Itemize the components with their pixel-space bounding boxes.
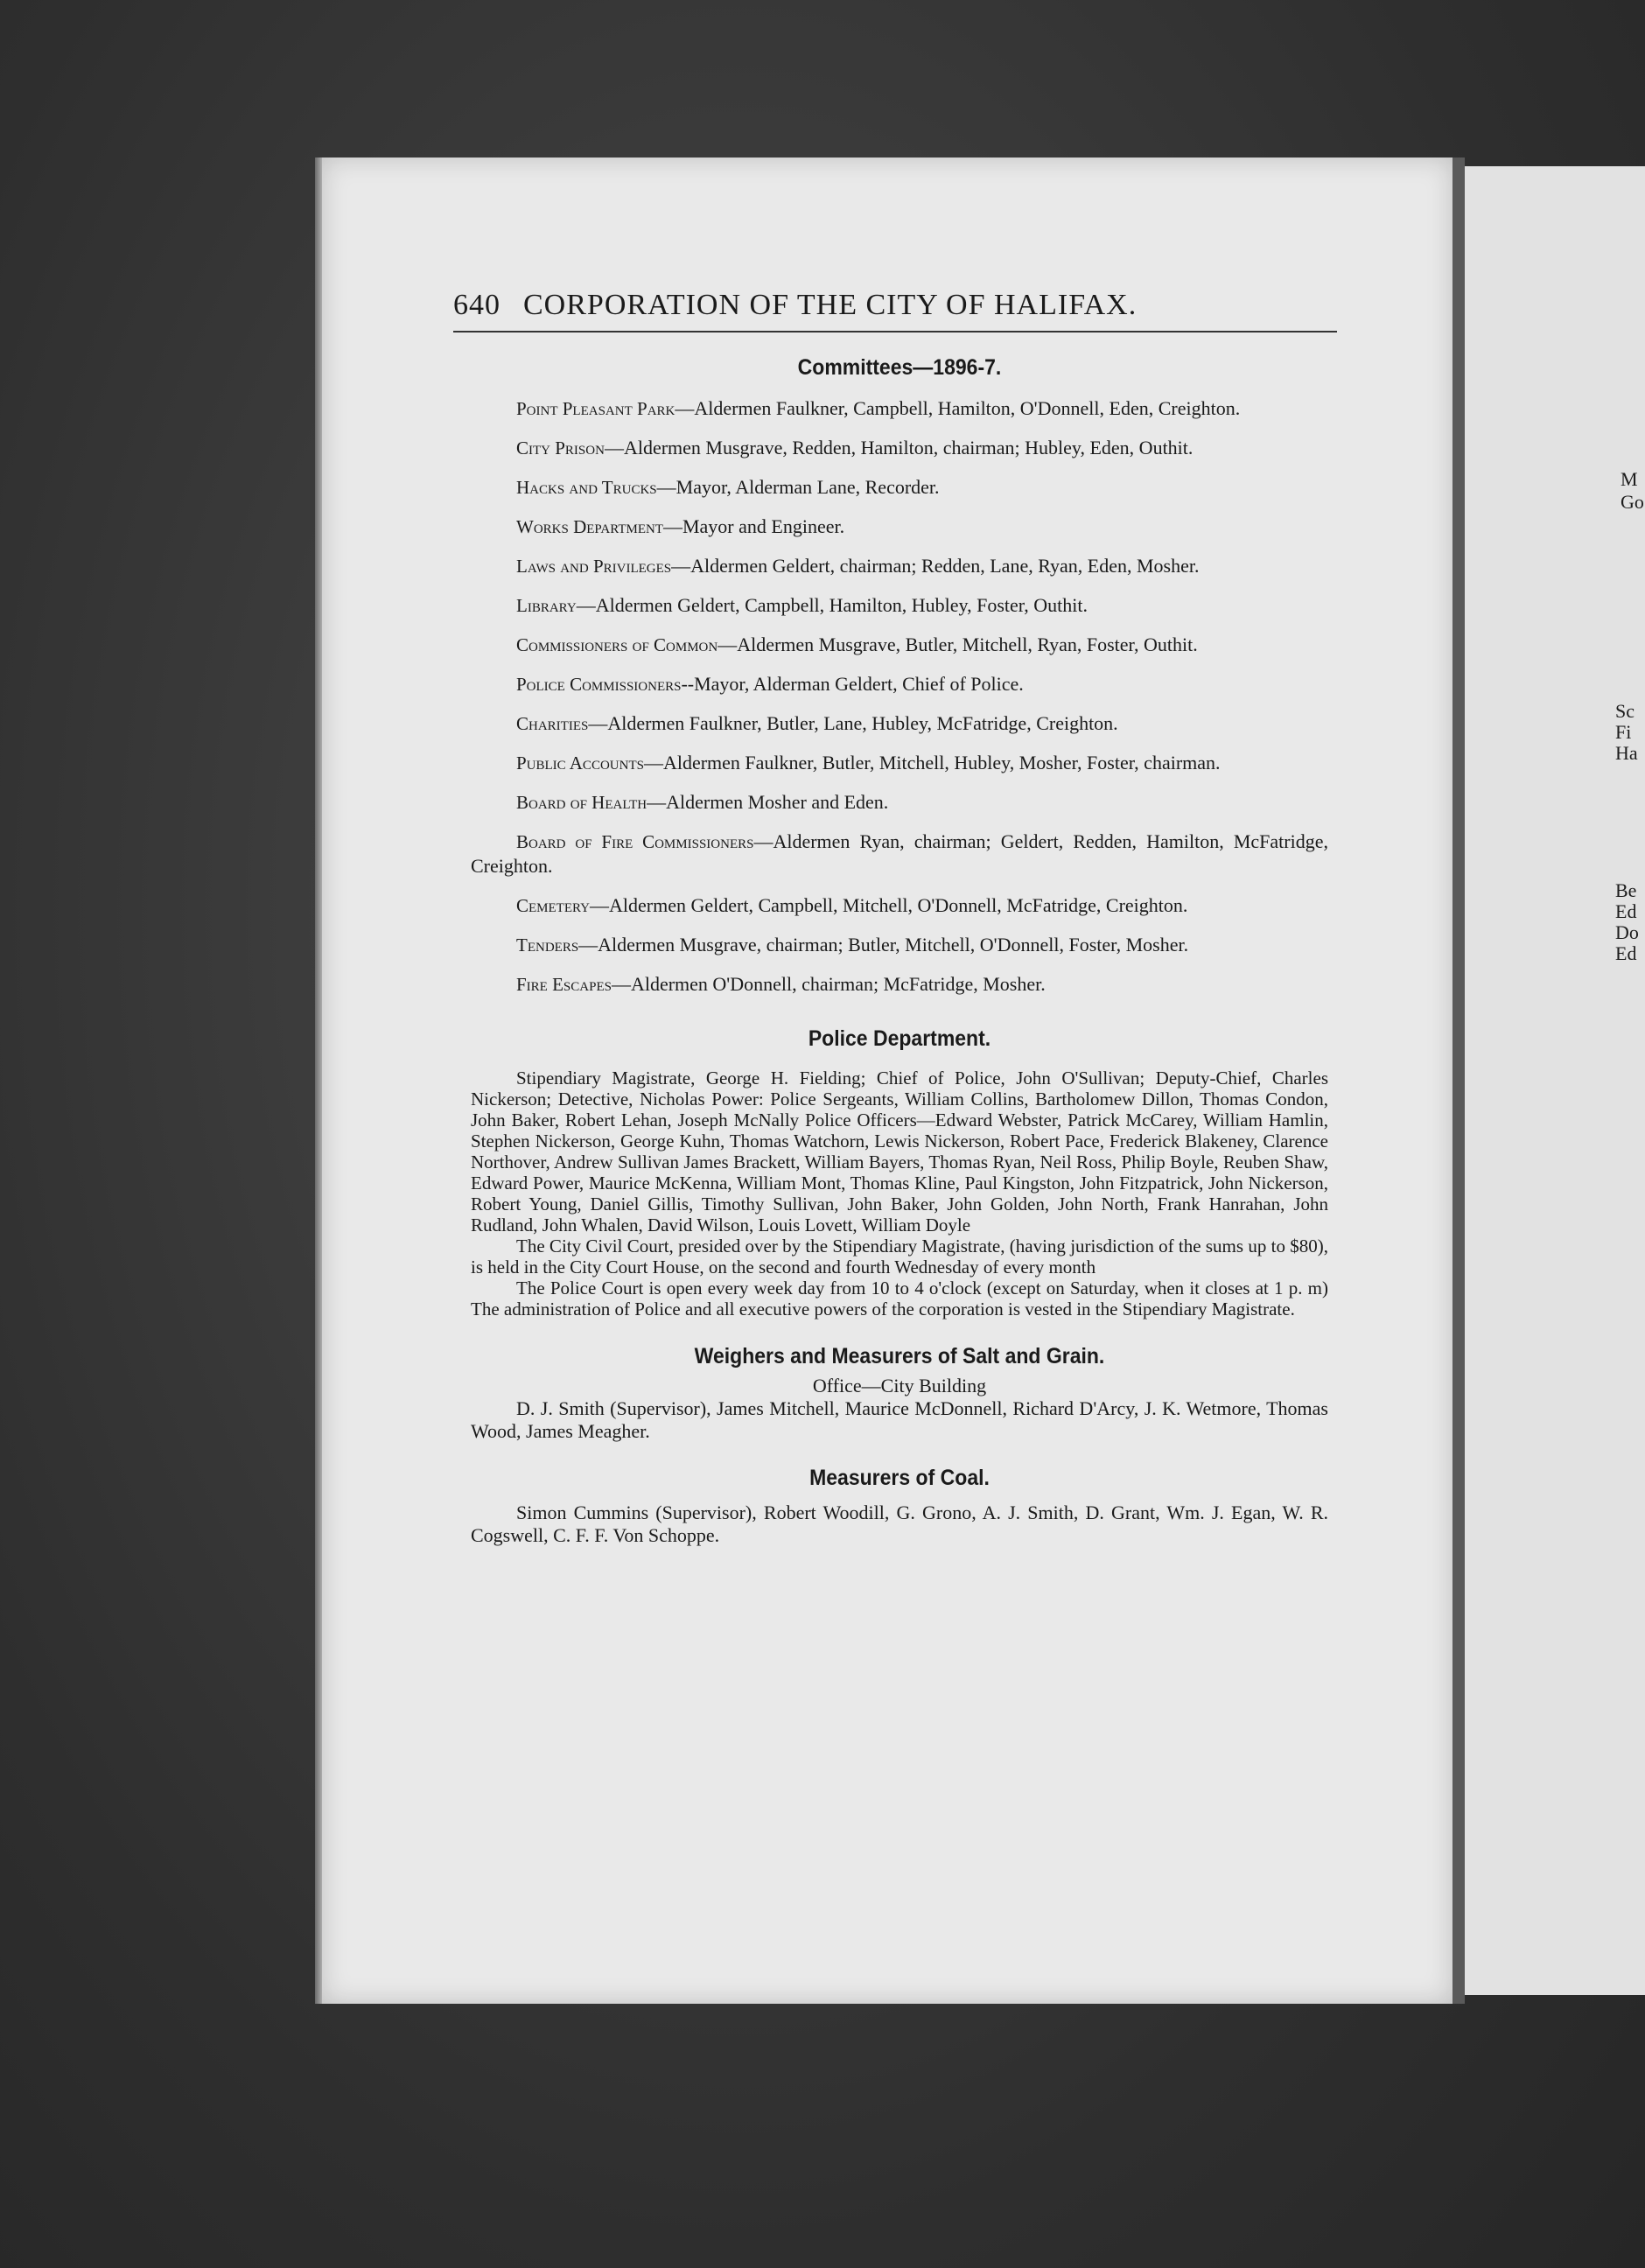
- weighers-heading: Weighers and Measurers of Salt and Grain.: [694, 1344, 1105, 1368]
- committee-entry: [471, 790, 1328, 815]
- civil-court-note: The City Civil Court, presided over by the Stipendiary Magistrate, (having jurisdiction of the sums up to $80), is held in the City Court House, on the second and fourth Wednesday of every month: [471, 1236, 1328, 1278]
- committee-entry: [471, 893, 1328, 918]
- facing-page-fragment: Fi: [1615, 721, 1632, 743]
- committee-members: —Aldermen Geldert, Campbell, Hamilton, Hubley, Foster, Outhit.: [576, 594, 1088, 616]
- committee-members: —Aldermen O'Donnell, chairman; McFatridge, Mosher.: [611, 973, 1046, 995]
- committee-entry: [471, 514, 1328, 539]
- committee-entry: [471, 751, 1328, 775]
- weighers-office: Office—City Building: [812, 1375, 987, 1396]
- committee-members: —Aldermen Geldert, Campbell, Mitchell, O'Donnell, McFatridge, Creighton.: [590, 894, 1188, 916]
- committee-members: —Mayor, Alderman Lane, Recorder.: [656, 476, 940, 498]
- committee-members: —Aldermen Musgrave, chairman; Butler, Mitchell, O'Donnell, Foster, Mosher.: [578, 934, 1189, 956]
- running-head: [453, 289, 1337, 332]
- committee-entry: [471, 672, 1328, 696]
- facing-page-fragment: Go: [1620, 491, 1644, 513]
- committee-name: Commissioners of Common: [516, 634, 718, 655]
- facing-page-fragment: Sc: [1615, 700, 1634, 722]
- committee-members: —Aldermen Musgrave, Butler, Mitchell, Ryan, Foster, Outhit.: [718, 634, 1198, 655]
- committee-members: —Aldermen Ryan, chairman; Geldert, Redden, Hamilton, McFatridge, Creighton.: [471, 830, 1329, 877]
- page-number: 640: [453, 289, 500, 321]
- committee-members: --Mayor, Alderman Geldert, Chief of Police.: [681, 673, 1024, 695]
- committee-name: Board of Fire Commissioners: [516, 831, 754, 852]
- committee-entry: [471, 933, 1328, 957]
- book-gutter: [1452, 158, 1465, 2004]
- committee-name: Police Commissioners: [516, 674, 682, 695]
- committee-name: Works Department: [516, 516, 663, 537]
- committee-name: Laws and Privileges: [516, 556, 672, 577]
- committees-heading: Committees—1896-7.: [797, 355, 1002, 380]
- facing-page-fragment: Be: [1615, 879, 1637, 901]
- committee-name: Public Accounts: [516, 752, 644, 774]
- committee-entry: [471, 633, 1328, 657]
- committee-entry: [471, 830, 1328, 878]
- facing-page-fragment: Ha: [1615, 742, 1638, 764]
- facing-page: [1465, 166, 1645, 1995]
- committee-members: —Mayor and Engineer.: [662, 515, 845, 537]
- committee-members: —Aldermen Faulkner, Butler, Lane, Hubley, McFatridge, Creighton.: [588, 712, 1118, 734]
- committee-entry: [471, 972, 1328, 997]
- committee-members: —Aldermen Faulkner, Butler, Mitchell, Hubley, Mosher, Foster, chairman.: [643, 752, 1221, 774]
- committee-entry: [471, 711, 1328, 736]
- coal-heading: Measurers of Coal.: [809, 1466, 990, 1490]
- police-court-note: The Police Court is open every week day from 10 to 4 o'clock (except on Saturday, when it closes at 1 p. m) The administration of Police and all executive powers of the corporation is vested in the Stipendiary Magistrate.: [471, 1278, 1328, 1320]
- page-content: [453, 289, 1329, 1547]
- committee-name: City Prison: [516, 438, 605, 458]
- police-roster: Stipendiary Magistrate, George H. Fielding; Chief of Police, John O'Sullivan; Deputy-Chief, Charles Nickerson; Detective, Nicholas Power: Police Sergeants, William Collins, Bartholomew Dillon, Thomas Condon, John Baker, Robert Lehan, Joseph McNally Police Officers—Edward Webster, Patrick McCarey, William Hamlin, Stephen Nickerson, George Kuhn, Thomas Watchorn, Lewis Nickerson, Robert Pace, Frederick Blakeney, Clarence Northover, Andrew Sullivan James Brackett, William Bayers, Thomas Ryan, Neil Ross, Philip Boyle, Reuben Shaw, Edward Power, Maurice McKenna, William Mont, Thomas Kline, Paul Kingston, John Fitzpatrick, John Nickerson, Robert Young, Daniel Gillis, Timothy Sullivan, John Baker, John Golden, John North, Frank Hanrahan, John Rudland, John Whalen, David Wilson, Louis Lovett, William Doyle: [471, 1068, 1328, 1236]
- committee-name: Charities: [516, 713, 589, 734]
- committee-entry: [471, 554, 1328, 578]
- facing-page-fragment: M: [1620, 468, 1638, 490]
- committee-entry: [471, 475, 1328, 500]
- committee-name: Board of Health: [516, 792, 648, 813]
- committee-name: Point Pleasant Park: [516, 398, 676, 419]
- committee-name: Fire Escapes: [516, 974, 612, 995]
- committee-name: Cemetery: [516, 895, 591, 916]
- committee-entry: [471, 593, 1328, 618]
- committee-name: Hacks and Trucks: [516, 477, 657, 498]
- committee-name: Library: [516, 595, 577, 616]
- facing-page-fragment: Do: [1615, 921, 1639, 943]
- police-heading: Police Department.: [808, 1026, 991, 1051]
- committee-name: Tenders: [516, 934, 579, 956]
- committee-members: —Aldermen Faulkner, Campbell, Hamilton, O'Donnell, Eden, Creighton.: [675, 397, 1241, 419]
- committee-members: —Aldermen Mosher and Eden.: [647, 791, 889, 813]
- facing-page-fragment: Ed: [1615, 942, 1637, 964]
- weighers-list: D. J. Smith (Supervisor), James Mitchell, Maurice McDonnell, Richard D'Arcy, J. K. Wetmore, Thomas Wood, James Meagher.: [471, 1397, 1328, 1442]
- page-title: CORPORATION OF THE CITY OF HALIFAX.: [523, 289, 1138, 321]
- committee-entry: [471, 396, 1328, 421]
- committee-members: —Aldermen Musgrave, Redden, Hamilton, chairman; Hubley, Eden, Outhit.: [604, 437, 1194, 458]
- facing-page-fragment: Ed: [1615, 900, 1637, 922]
- coal-list: Simon Cummins (Supervisor), Robert Woodill, G. Grono, A. J. Smith, D. Grant, Wm. J. Egan, W. R. Cogswell, C. F. F. Von Schoppe.: [471, 1502, 1328, 1546]
- committee-entry: [471, 436, 1328, 460]
- committee-members: —Aldermen Geldert, chairman; Redden, Lane, Ryan, Eden, Mosher.: [671, 555, 1200, 577]
